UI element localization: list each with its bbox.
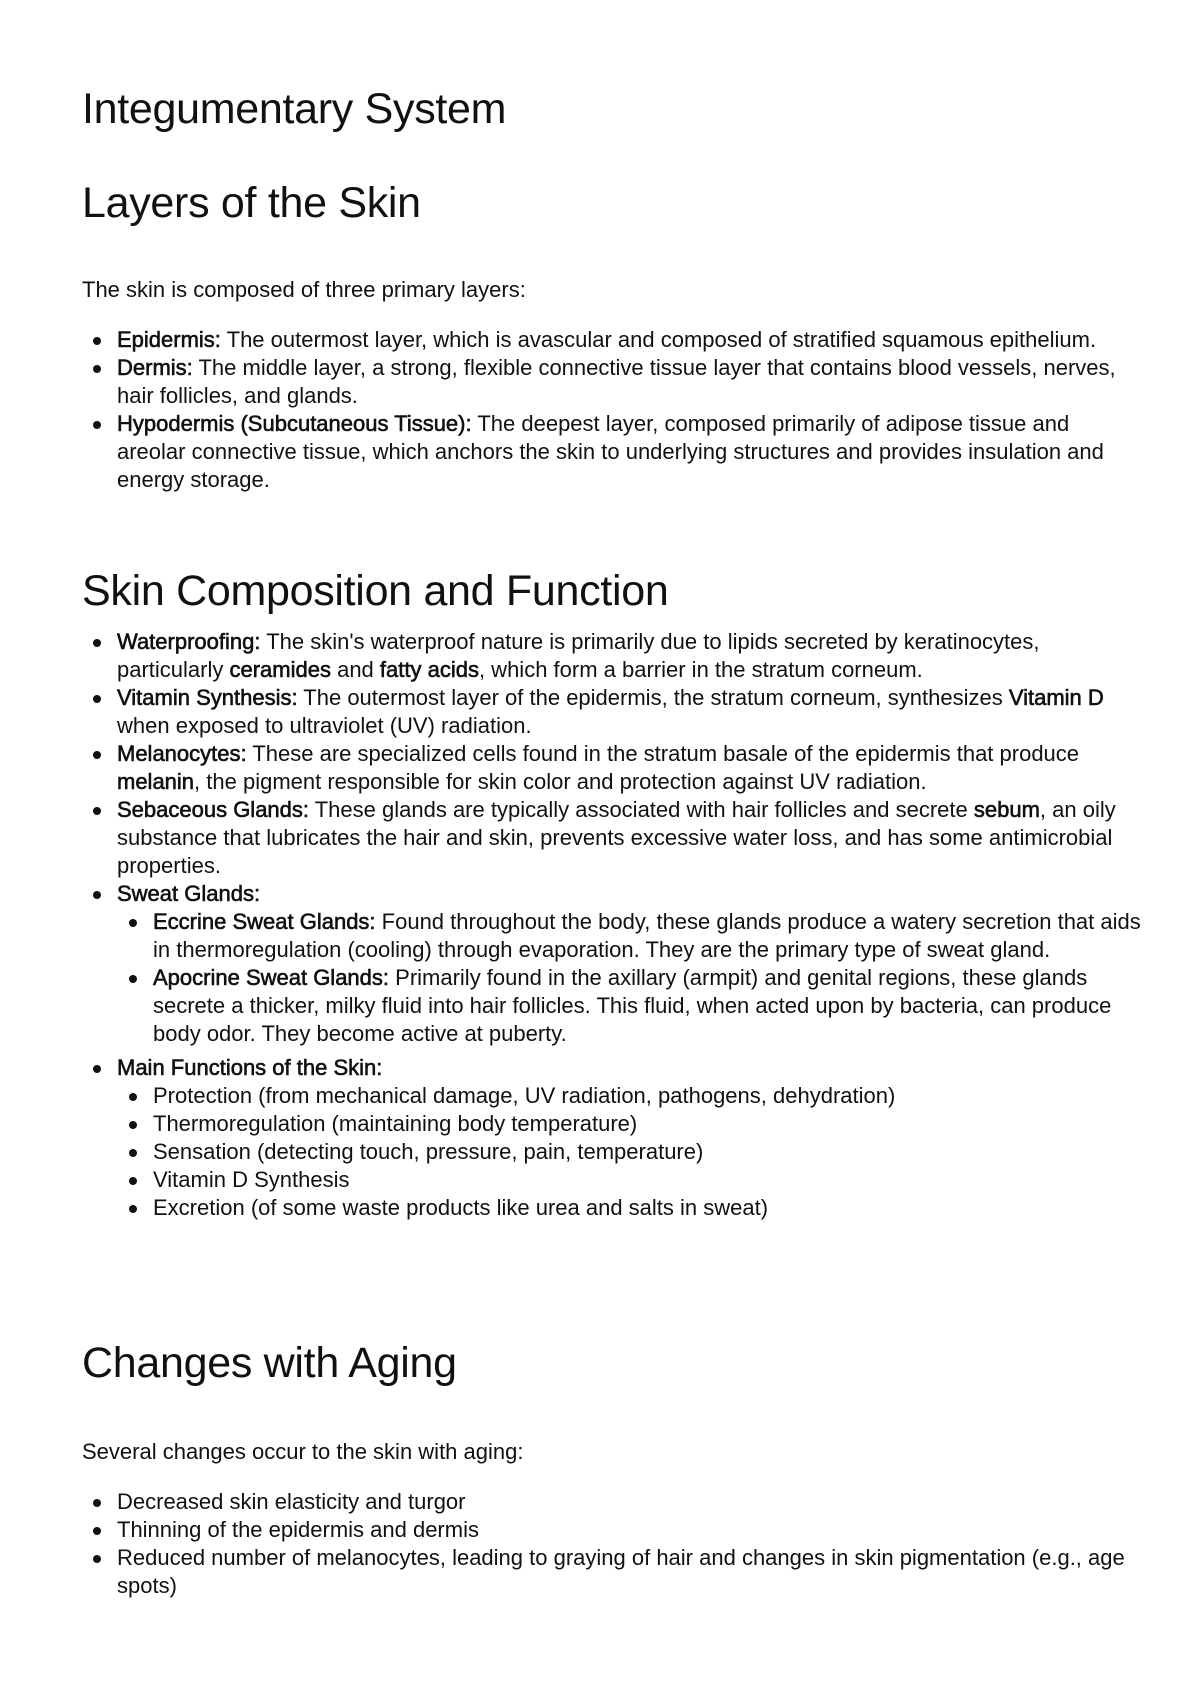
list-item-emphasis: sebum xyxy=(973,797,1040,822)
list-item xyxy=(82,354,1142,410)
sublist-item-text: Primarily found in the axillary (armpit) and genital regions, these glands secrete a thicker, milky fluid into hair follicles. This fluid, when acted upon by bacteria, can produce body odor. They become active at puberty. xyxy=(153,965,1112,1046)
list-item-text: These are specialized cells found in the stratum basale of the epidermis that produce xyxy=(246,741,1080,766)
list-item-text: The deepest layer, composed primarily of adipose tissue and areolar connective tissue, which anchors the skin to underlying structures and provides insulation and energy storage. xyxy=(117,411,1104,492)
list-item-text: The middle layer, a strong, flexible connective tissue layer that contains blood vessels, nerves, hair follicles, and glands. xyxy=(117,355,1116,408)
list-item xyxy=(82,880,1142,1048)
list-item-text: The outermost layer, which is avascular and composed of stratified squamous epithelium. xyxy=(220,327,1097,352)
list-item-text: These glands are typically associated with hair follicles and secrete xyxy=(309,797,974,822)
section-title-aging: Changes with Aging xyxy=(82,1339,457,1387)
aging-list xyxy=(82,1488,1142,1600)
list-item-emphasis: melanin xyxy=(117,769,195,794)
section-title-composition: Skin Composition and Function xyxy=(82,567,669,615)
list-item-term: Hypodermis (Subcutaneous Tissue): xyxy=(117,411,472,436)
list-item xyxy=(82,326,1142,354)
document-title: Integumentary System xyxy=(82,85,507,133)
list-item-text: when exposed to ultraviolet (UV) radiation. xyxy=(117,713,532,738)
sublist-item-text: Found throughout the body, these glands produce a watery secretion that aids in thermoregulation (cooling) through evaporation. They are the primary type of sweat gland. xyxy=(153,909,1141,962)
list-item-term: Main Functions of the Skin: xyxy=(117,1055,383,1080)
composition-list xyxy=(82,628,1142,1222)
sublist-item: Protection (from mechanical damage, UV radiation, pathogens, dehydration) xyxy=(117,1082,1142,1110)
main-functions-sublist xyxy=(117,1082,1142,1222)
list-item-text: The outermost layer of the epidermis, the stratum corneum, synthesizes xyxy=(297,685,1009,710)
list-item-text: , an oily substance that lubricates the hair and skin, prevents excessive water loss, and has some antimicrobial properties. xyxy=(117,797,1116,878)
list-item-text: , the pigment responsible for skin color and protection against UV radiation. xyxy=(194,769,927,794)
list-item: Thinning of the epidermis and dermis xyxy=(82,1516,1142,1544)
list-item-term: Dermis: xyxy=(117,355,193,380)
list-item xyxy=(82,740,1142,796)
sublist-item: Sensation (detecting touch, pressure, pain, temperature) xyxy=(117,1138,1142,1166)
list-item: Reduced number of melanocytes, leading to graying of hair and changes in skin pigmentation (e.g., age spots) xyxy=(82,1544,1142,1600)
list-item-term: Sebaceous Glands: xyxy=(117,797,310,822)
sublist-item: Excretion (of some waste products like urea and salts in sweat) xyxy=(117,1194,1142,1222)
list-item xyxy=(82,628,1142,684)
section-intro-aging: Several changes occur to the skin with aging: xyxy=(82,1439,524,1464)
sweat-glands-sublist xyxy=(117,908,1142,1048)
list-item xyxy=(82,410,1142,494)
list-item-term: Sweat Glands: xyxy=(117,881,261,906)
list-item-term: Epidermis: xyxy=(117,327,221,352)
list-item: Decreased skin elasticity and turgor xyxy=(82,1488,1142,1516)
list-item-term: Vitamin Synthesis: xyxy=(117,685,298,710)
sublist-item-term: Eccrine Sweat Glands: xyxy=(153,909,376,934)
sublist-item: Vitamin D Synthesis xyxy=(117,1166,1142,1194)
layers-list xyxy=(82,326,1142,494)
list-item-emphasis: ceramides xyxy=(229,657,331,682)
list-item xyxy=(82,1054,1142,1222)
list-item-text: The skin's waterproof nature is primarily due to lipids secreted by keratinocytes, particularly xyxy=(117,629,1040,682)
section-intro-layers: The skin is composed of three primary layers: xyxy=(82,277,526,302)
list-item-term: Melanocytes: xyxy=(117,741,247,766)
list-item xyxy=(82,796,1142,880)
list-item-emphasis: Vitamin D xyxy=(1008,685,1104,710)
list-item-text: , which form a barrier in the stratum corneum. xyxy=(478,657,923,682)
sublist-item: Thermoregulation (maintaining body temperature) xyxy=(117,1110,1142,1138)
sublist-item-term: Apocrine Sweat Glands: xyxy=(153,965,390,990)
list-item xyxy=(82,684,1142,740)
section-title-layers: Layers of the Skin xyxy=(82,179,421,227)
sublist-item xyxy=(117,964,1142,1048)
sublist-item xyxy=(117,908,1142,964)
list-item-term: Waterproofing: xyxy=(117,629,261,654)
list-item-text: and xyxy=(330,657,380,682)
list-item-emphasis: fatty acids xyxy=(379,657,479,682)
